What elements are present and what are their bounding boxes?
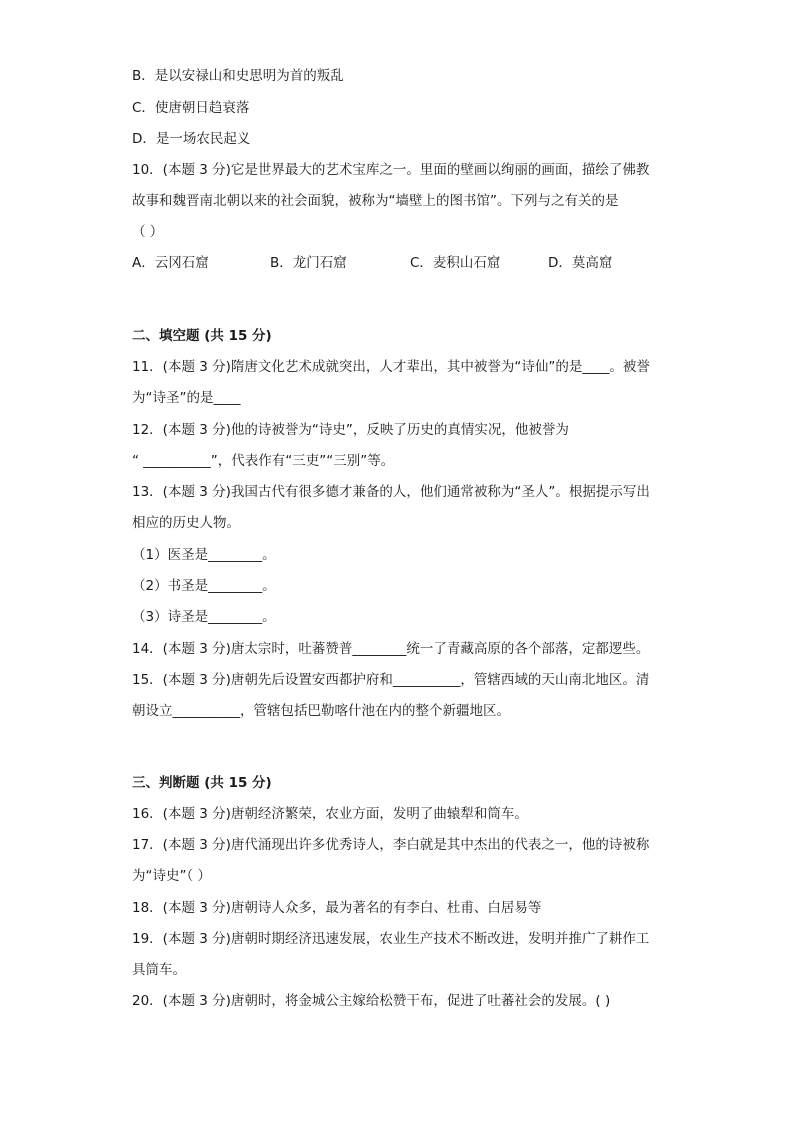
q17-line1: 17．(本题 3 分)唐代涌现出许多优秀诗人，李白就是其中杰出的代表之一，他的诗被称: [132, 837, 650, 853]
q19-line2: 具筒车。: [132, 962, 186, 978]
q18-line1: 18．(本题 3 分)唐朝诗人众多，最为著名的有李白、杜甫、白居易等: [132, 900, 542, 916]
q13-item2: （2）书圣是________。: [132, 578, 276, 594]
q12-line1: 12．(本题 3 分)他的诗被誉为“诗史”，反映了历史的真情实况，他被誉为: [132, 422, 569, 438]
q10-stem-line1: 10．(本题 3 分)它是世界最大的艺术宝库之一。里面的壁画以绚丽的画面，描绘了佛教: [132, 162, 650, 178]
q11-line2: 为“诗圣”的是____: [132, 390, 241, 406]
q14-line1: 14．(本题 3 分)唐太宗时，吐蕃赞普________统一了青藏高原的各个部落，定都逻些。: [132, 641, 650, 657]
q10-option-a: A．云冈石窟: [132, 255, 209, 271]
q15-line2: 朝设立__________，管辖包括巴勒喀什池在内的整个新疆地区。: [132, 703, 510, 719]
q16-line1: 16．(本题 3 分)唐朝经济繁荣，农业方面，发明了曲辕犁和筒车。: [132, 806, 528, 822]
q20-line1: 20．(本题 3 分)唐朝时，将金城公主嫁给松赞干布，促进了吐蕃社会的发展。( ): [132, 993, 611, 1009]
q15-line1: 15．(本题 3 分)唐朝先后设置安西都护府和__________，管辖西域的天山南北地区。清: [132, 672, 650, 688]
q13-line1: 13．(本题 3 分)我国古代有很多德才兼备的人，他们通常被称为“圣人”。根据提示写出: [132, 484, 650, 500]
q11-line1: 11．(本题 3 分)隋唐文化艺术成就突出，人才辈出，其中被誉为“诗仙”的是____。被誉: [132, 359, 650, 375]
section3-heading: 三、判断题 (共 15 分): [132, 775, 272, 791]
q19-line1: 19．(本题 3 分)唐朝时期经济迅速发展，农业生产技术不断改进，发明并推广了耕作工: [132, 931, 650, 947]
q10-option-c: C．麦积山石窟: [410, 255, 501, 271]
q10-option-b: B．龙门石窟: [270, 255, 347, 271]
q12-line2: “ __________”，代表作有“三吏”“三别”等。: [132, 453, 395, 469]
q10-stem-line2: 故事和魏晋南北朝以来的社会面貌，被称为“墙壁上的图书馆”。下列与之有关的是: [132, 193, 619, 209]
q13-item1: （1）医圣是________。: [132, 547, 276, 563]
q13-item3: （3）诗圣是________。: [132, 609, 276, 625]
q10-stem-line3: （ ）: [132, 224, 164, 240]
q13-line2: 相应的历史人物。: [132, 515, 240, 531]
q9-option-b: B．是以安禄山和史思明为首的叛乱: [132, 68, 344, 84]
section2-heading: 二、填空题 (共 15 分): [132, 328, 272, 344]
q9-option-d: D．是一场农民起义: [132, 131, 251, 147]
q9-option-c: C．使唐朝日趋衰落: [132, 100, 250, 116]
q17-line2: 为“诗史”（ ）: [132, 868, 212, 884]
q10-option-d: D．莫高窟: [548, 255, 613, 271]
